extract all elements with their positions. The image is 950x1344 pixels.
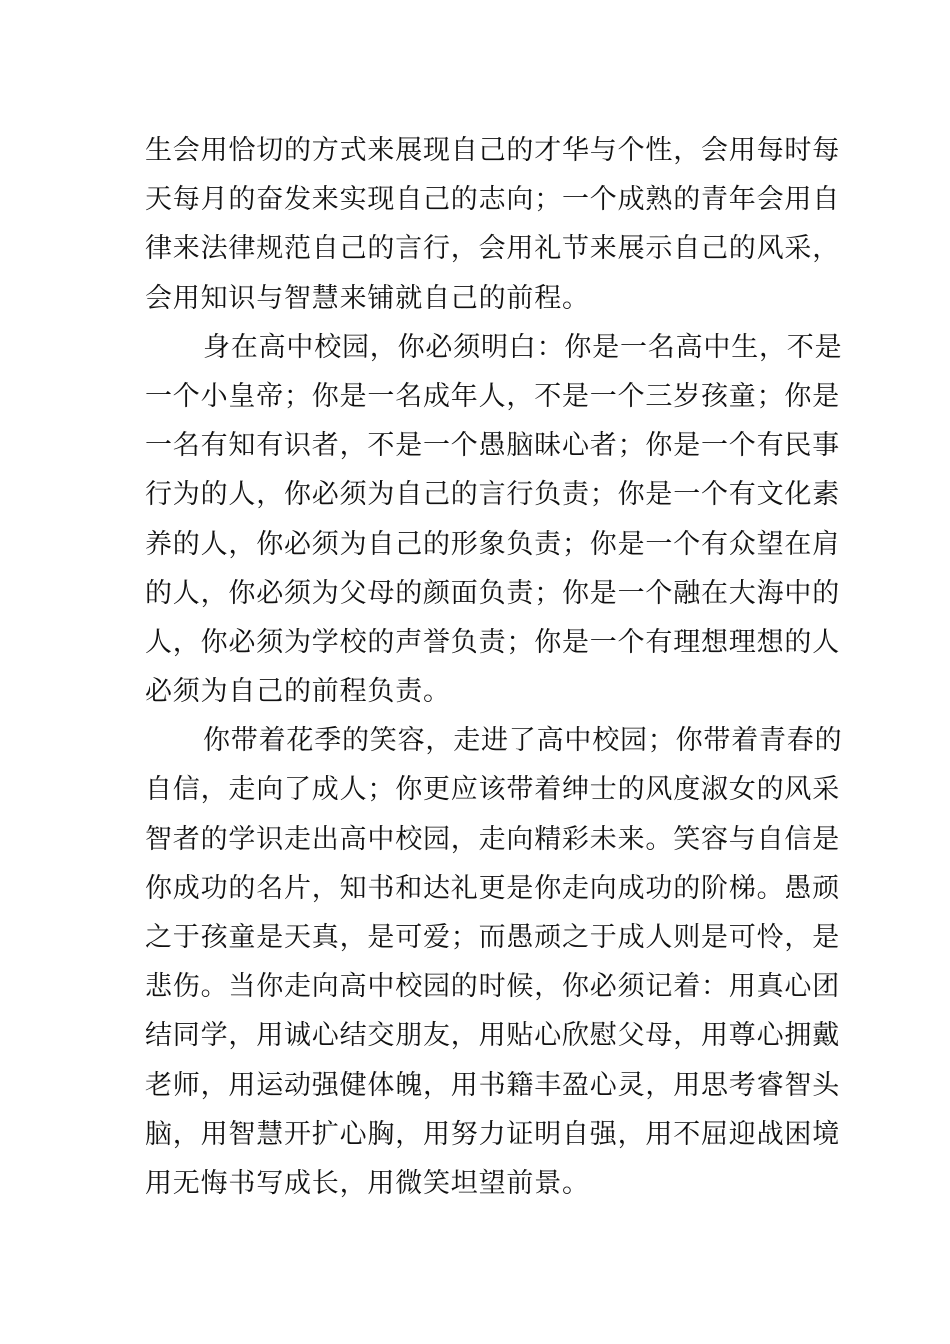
text-line: 律来法律规范自己的言行，会用礼节来展示自己的风采，: [145, 233, 840, 265]
text-line: 一个小皇帝；你是一名成年人，不是一个三岁孩童；你是: [145, 380, 840, 412]
text-line: 结同学，用诚心结交朋友，用贴心欣慰父母，用尊心拥戴: [145, 1020, 840, 1052]
text-line: 生会用恰切的方式来展现自己的才华与个性，会用每时每: [145, 135, 840, 166]
text-line: 养的人，你必须为自己的形象负责；你是一个有众望在肩: [145, 528, 840, 560]
text-line: 天每月的奋发来实现自己的志向；一个成熟的青年会用自: [145, 184, 840, 216]
text-line: 你成功的名片，知书和达礼更是你走向成功的阶梯。愚顽: [145, 872, 840, 904]
text-line: 自信，走向了成人；你更应该带着绅士的风度淑女的风采: [145, 774, 840, 806]
text-line: 用无悔书写成长，用微笑坦望前景。: [145, 1167, 590, 1199]
text-line: 会用知识与智慧来铺就自己的前程。: [145, 282, 590, 314]
text-line: 脑，用智慧开扩心胸，用努力证明自强，用不屈迎战困境: [145, 1118, 840, 1150]
text-line: 一名有知有识者，不是一个愚脑昧心者；你是一个有民事: [145, 430, 840, 462]
paragraph-first-line: 身在高中校园，你必须明白：你是一名高中生，不是: [203, 331, 843, 363]
text-line: 行为的人，你必须为自己的言行负责；你是一个有文化素: [145, 479, 840, 511]
text-line: 之于孩童是天真，是可爱；而愚顽之于成人则是可怜，是: [145, 922, 840, 953]
text-line: 老师，用运动强健体魄，用书籍丰盈心灵，用思考睿智头: [145, 1069, 840, 1101]
text-line: 的人，你必须为父母的颜面负责；你是一个融在大海中的: [145, 577, 840, 609]
paragraph-first-line: 你带着花季的笑容，走进了高中校园；你带着青春的: [203, 725, 843, 757]
body-text: [145, 126, 843, 1208]
text-line: 人，你必须为学校的声誉负责；你是一个有理想理想的人: [145, 626, 840, 658]
text-line: 必须为自己的前程负责。: [145, 676, 451, 708]
text-line: 智者的学识走出高中校园，走向精彩未来。笑容与自信是: [145, 823, 840, 855]
text-line: 悲伤。当你走向高中校园的时候，你必须记着：用真心团: [145, 971, 840, 1003]
